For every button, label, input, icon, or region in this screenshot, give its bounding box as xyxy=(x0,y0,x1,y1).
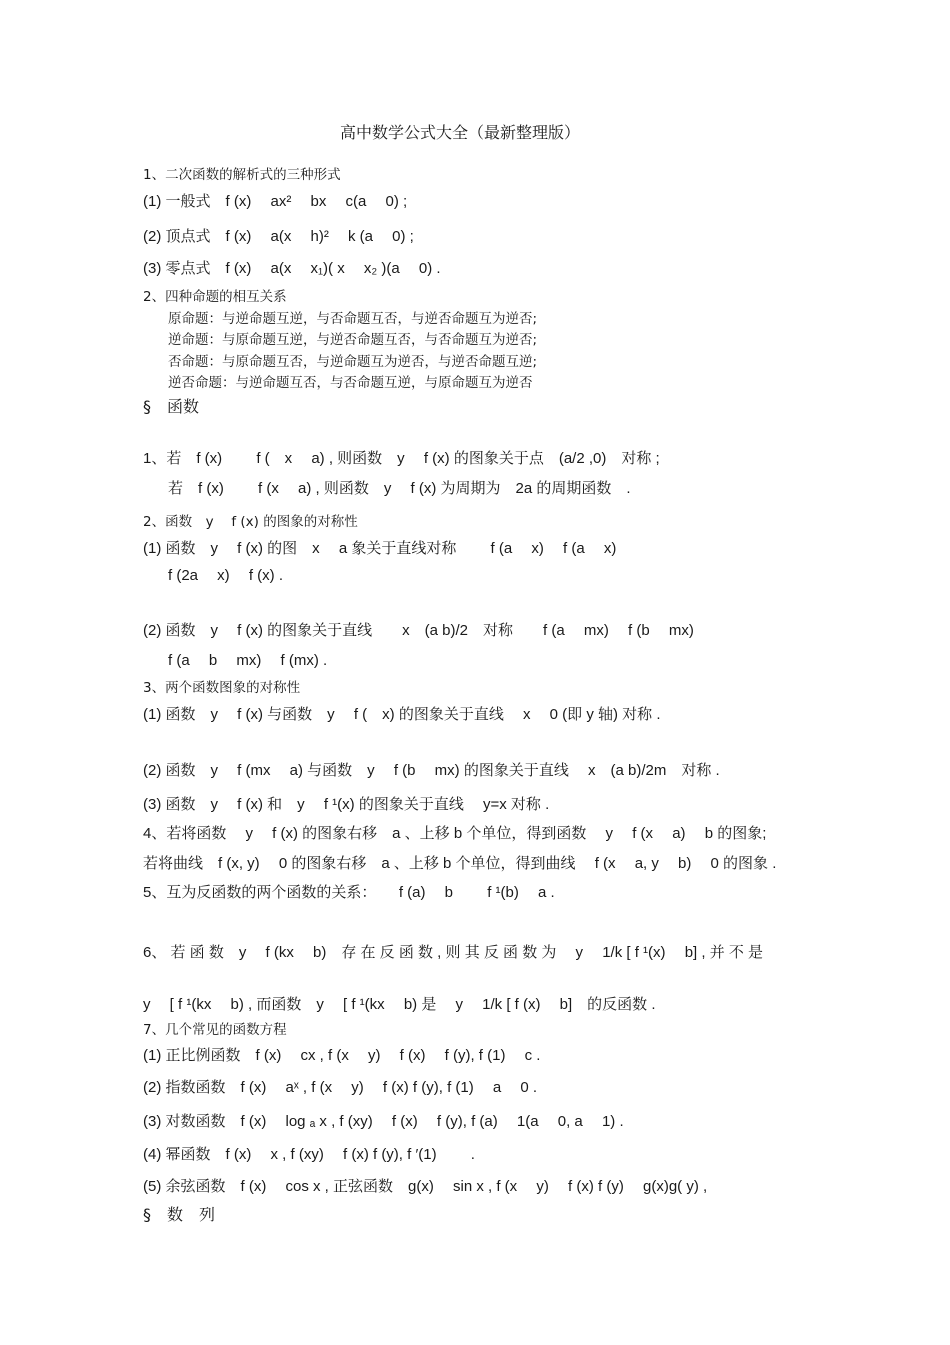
formula-line: 4、若将函数 y f (x) 的图象右移 a 、上移 b 个单位，得到函数 y f (x a) b 的图象; xyxy=(143,825,767,842)
text-line: 2、四种命题的相互关系 xyxy=(143,289,287,305)
formula-line: (4) 幂函数 f (x) x , f (xy) f (x) f (y), f ′(1) . xyxy=(143,1146,475,1163)
formula-line: (3) 零点式 f (x) a(x x₁)( x x₂ )(a 0) . xyxy=(143,260,441,277)
formula-line: (2) 指数函数 f (x) aˣ , f (x y) f (x) f (y), f (1) a 0 . xyxy=(143,1079,538,1096)
formula-line: 若 f (x) f (x a) , 则函数 y f (x) 为周期为 2a 的周期函数 . xyxy=(168,480,631,497)
text-line: 逆否命题：与逆命题互否，与否命题互逆，与原命题互为逆否 xyxy=(168,375,533,391)
formula-line: (1) 一般式 f (x) ax² bx c(a 0) ; xyxy=(143,193,408,210)
formula-line: (2) 函数 y f (mx a) 与函数 y f (b mx) 的图象关于直线 x (a b)/2m 对称 . xyxy=(143,762,720,779)
formula-line: f (2a x) f (x) . xyxy=(168,567,284,584)
formula-line: (1) 函数 y f (x) 与函数 y f ( x) 的图象关于直线 x 0 (即 y 轴) 对称 . xyxy=(143,706,661,723)
document-title: 高中数学公式大全（最新整理版） xyxy=(339,123,580,142)
formula-line: (5) 余弦函数 f (x) cos x , 正弦函数 g(x) sin x , f (x y) f (x) f (y) g(x)g( y) , xyxy=(143,1178,708,1195)
formula-line: 若将曲线 f (x, y) 0 的图象右移 a 、上移 b 个单位，得到曲线 f (x a, y b) 0 的图象 . xyxy=(143,855,777,872)
formula-line: (1) 函数 y f (x) 的图 x a 象关于直线对称 f (a x) f (a x) xyxy=(143,540,617,557)
section-heading: § 数 列 xyxy=(143,1205,216,1224)
formula-line: 6、 若 函 数 y f (kx b) 存 在 反 函 数 , 则 其 反 函 数 为 y 1/k [ f ¹(x) b] , 并 不 是 xyxy=(143,944,764,961)
section-heading: § 函数 xyxy=(143,397,200,416)
formula-line: (3) 对数函数 f (x) log ₐ x , f (xy) f (x) f (y), f (a) 1(a 0, a 1) . xyxy=(143,1113,624,1130)
text-line: 2、函数 y f (x) 的图象的对称性 xyxy=(143,514,358,530)
formula-line: f (a b mx) f (mx) . xyxy=(168,652,328,669)
formula-line: (3) 函数 y f (x) 和 y f ¹(x) 的图象关于直线 y=x 对称 . xyxy=(143,796,550,813)
formula-line: 1、若 f (x) f ( x a) , 则函数 y f (x) 的图象关于点 (a/2 ,0) 对称 ; xyxy=(143,450,660,467)
text-line: 逆命题：与原命题互逆，与逆否命题互否，与否命题互为逆否; xyxy=(168,332,538,348)
formula-line: (2) 函数 y f (x) 的图象关于直线 x (a b)/2 对称 f (a mx) f (b mx) xyxy=(143,622,694,639)
formula-line: 5、互为反函数的两个函数的关系： f (a) b f ¹(b) a . xyxy=(143,884,555,901)
formula-line: (1) 正比例函数 f (x) cx , f (x y) f (x) f (y), f (1) c . xyxy=(143,1047,541,1064)
text-line: 3、两个函数图象的对称性 xyxy=(143,680,301,696)
text-line: 否命题：与原命题互否，与逆命题互为逆否，与逆否命题互逆; xyxy=(168,354,538,370)
text-line: 原命题：与逆命题互逆，与否命题互否，与逆否命题互为逆否; xyxy=(168,311,538,327)
formula-line: (2) 顶点式 f (x) a(x h)² k (a 0) ; xyxy=(143,228,414,245)
text-line: 7、几个常见的函数方程 xyxy=(143,1022,287,1038)
text-line: 1、二次函数的解析式的三种形式 xyxy=(143,167,341,183)
formula-line: y [ f ¹(kx b) , 而函数 y [ f ¹(kx b) 是 y 1/k [ f (x) b] 的反函数 . xyxy=(143,996,656,1013)
